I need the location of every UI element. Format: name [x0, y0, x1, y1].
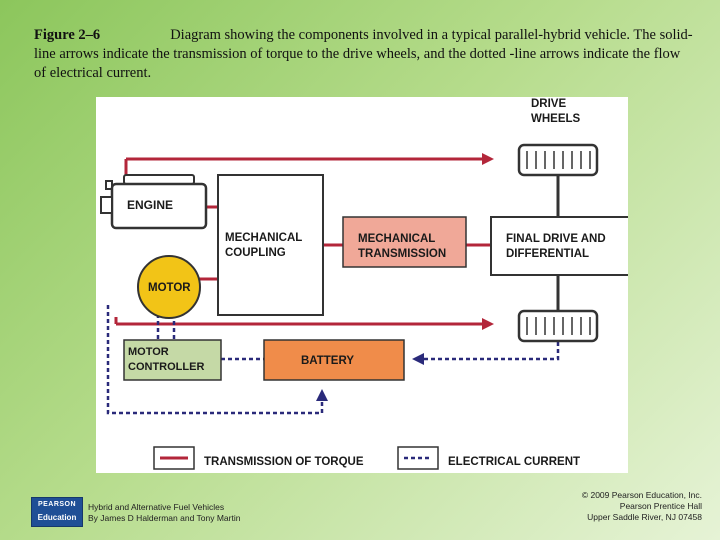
caption-text: Diagram showing the components involved in a typical parallel-hybrid vehicle. The solid-line arrows indicate the transmission of torque to the drive wheels, and the dotted -line arrows indicate the flow of electrical current. [34, 27, 693, 81]
transmission-label-1: MECHANICAL [358, 233, 436, 245]
footer-copyright-line-1: © 2009 Pearson Education, Inc. [581, 490, 702, 500]
wheel-top [519, 145, 597, 175]
drive-wheels-label-1: DRIVE [531, 98, 567, 110]
mechanical-transmission-box [343, 217, 466, 267]
final-drive-box [491, 217, 628, 275]
logo-line-1: PEARSON [37, 501, 77, 508]
hybrid-diagram [96, 97, 628, 473]
battery-label: BATTERY [301, 355, 355, 367]
logo-line-2: Education [37, 513, 77, 522]
coupling-label-1: MECHANICAL [225, 232, 303, 244]
mechanical-coupling-box [218, 175, 323, 315]
final-drive-label-2: DIFFERENTIAL [506, 248, 590, 260]
legend-torque-label: TRANSMISSION OF TORQUE [204, 456, 364, 468]
controller-label-1: MOTOR [128, 346, 169, 358]
footer-copyright-line-2: Pearson Prentice Hall [619, 501, 702, 511]
legend-electrical-label: ELECTRICAL CURRENT [448, 456, 581, 468]
footer-copyright-line-3: Upper Saddle River, NJ 07458 [587, 512, 702, 522]
drive-wheels-label-2: WHEELS [531, 113, 581, 125]
motor-circle [138, 256, 200, 318]
drive-wheels-label [531, 98, 581, 125]
wheel-bottom [519, 311, 597, 341]
final-drive-label-1: FINAL DRIVE AND [506, 233, 606, 245]
legend [154, 447, 580, 469]
battery-box [264, 340, 404, 380]
motor-label: MOTOR [148, 282, 191, 294]
figure-label: Figure 2–6 [34, 27, 101, 43]
engine-label: ENGINE [127, 198, 174, 212]
torque-arrow-bottom [116, 317, 494, 330]
footer-authors: By James D Halderman and Tony Martin [88, 513, 241, 523]
footer-book-info [88, 502, 240, 524]
figure-caption [34, 26, 694, 83]
coupling-label-2: COUPLING [225, 247, 286, 259]
pearson-logo [31, 497, 83, 527]
motor-controller-box [124, 340, 221, 380]
footer-copyright [582, 490, 702, 523]
engine-block [101, 175, 206, 228]
controller-label-2: CONTROLLER [128, 361, 205, 373]
footer-book-title: Hybrid and Alternative Fuel Vehicles [88, 502, 225, 512]
transmission-label-2: TRANSMISSION [358, 248, 447, 260]
